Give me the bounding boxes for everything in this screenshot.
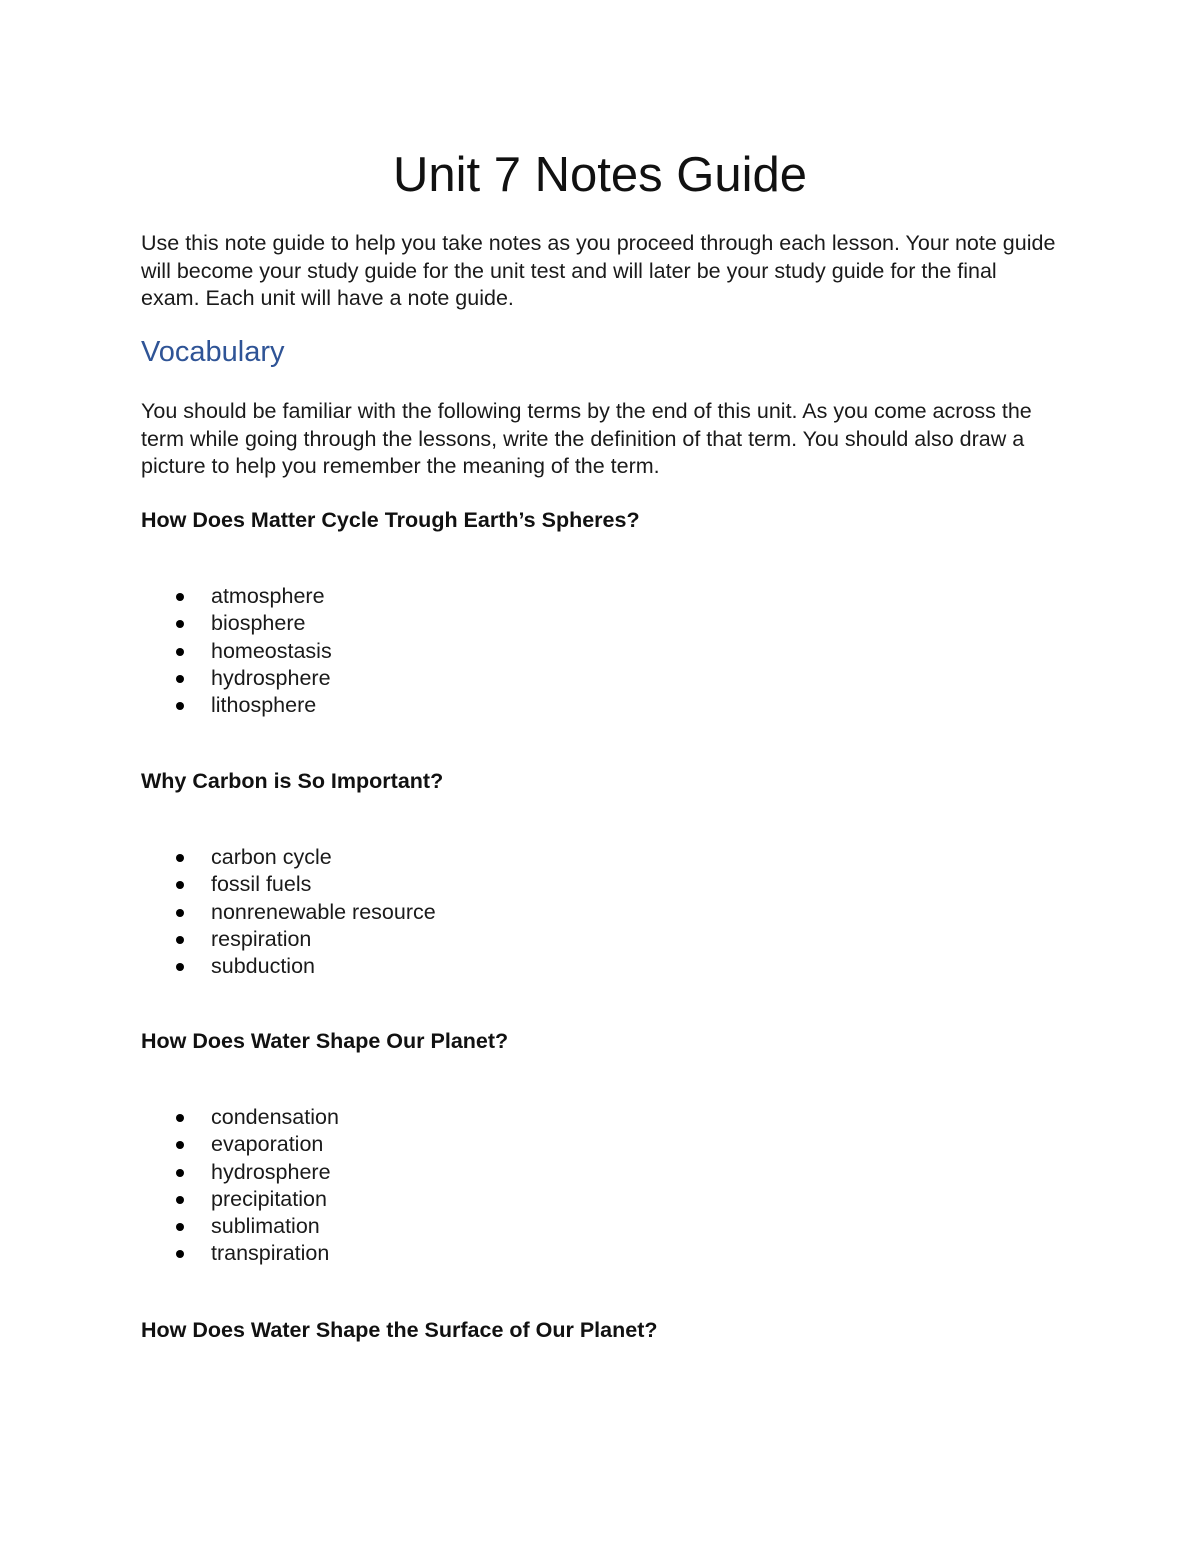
term-label: lithosphere [211,693,317,718]
section-heading-carbon: Why Carbon is So Important? [141,769,444,793]
intro-paragraph: Use this note guide to help you take notes as you proceed through each lesson. Your note guide will become your study guide for the unit test and will later be your study guide for the final exam. Each unit will have a note guide. [141,231,1056,310]
bullet-icon [176,1141,184,1149]
term-label: respiration [211,926,312,951]
bullet-icon [176,854,184,862]
list-item [141,610,332,637]
list-item [141,1186,339,1213]
term-label: sublimation [211,1214,320,1239]
term-label: biosphere [211,611,306,636]
list-item [141,871,436,898]
term-label: hydrosphere [211,665,331,690]
bullet-icon [176,620,184,628]
bullet-icon [176,881,184,889]
section-heading-matter-cycle: How Does Matter Cycle Trough Earth’s Spheres? [141,508,640,532]
bullet-icon [176,1223,184,1231]
bullet-icon [176,1114,184,1122]
section-heading-water-planet: How Does Water Shape Our Planet? [141,1029,509,1053]
vocabulary-intro-paragraph: You should be familiar with the following terms by the end of this unit. As you come across the term while going through the lessons, write the definition of that term. You should also draw a picture to help you remember the meaning of the term. [141,399,1032,478]
term-list-carbon [141,844,436,980]
term-label: atmosphere [211,584,325,608]
section-heading-water-surface: How Does Water Shape the Surface of Our Planet? [141,1318,658,1342]
term-label: hydrosphere [211,1159,331,1184]
bullet-icon [176,936,184,944]
list-item [141,1131,339,1158]
term-list-water-planet [141,1104,339,1268]
bullet-icon [176,1196,184,1204]
term-label: subduction [211,954,315,979]
term-label: precipitation [211,1186,327,1211]
term-label: evaporation [211,1132,324,1157]
term-list-matter-cycle [141,583,332,719]
page-title: Unit 7 Notes Guide [393,148,807,202]
term-label: nonrenewable resource [211,899,436,924]
list-item [141,1240,339,1267]
bullet-icon [176,675,184,683]
term-label: transpiration [211,1241,330,1266]
bullet-icon [176,909,184,917]
bullet-icon [176,648,184,656]
bullet-icon [176,1169,184,1177]
term-label: homeostasis [211,638,332,663]
term-label: carbon cycle [211,845,332,869]
list-item [141,899,436,926]
list-item [141,926,436,953]
list-item [141,1104,339,1131]
bullet-icon [176,593,184,601]
bullet-icon [176,1250,184,1258]
list-item [141,692,332,719]
list-item [141,953,436,980]
term-label: condensation [211,1105,339,1129]
bullet-icon [176,963,184,971]
list-item [141,583,332,610]
list-item [141,1159,339,1186]
list-item [141,665,332,692]
vocabulary-heading: Vocabulary [141,336,285,368]
term-label: fossil fuels [211,872,312,897]
bullet-icon [176,702,184,710]
list-item [141,1213,339,1240]
list-item [141,638,332,665]
list-item [141,844,436,871]
